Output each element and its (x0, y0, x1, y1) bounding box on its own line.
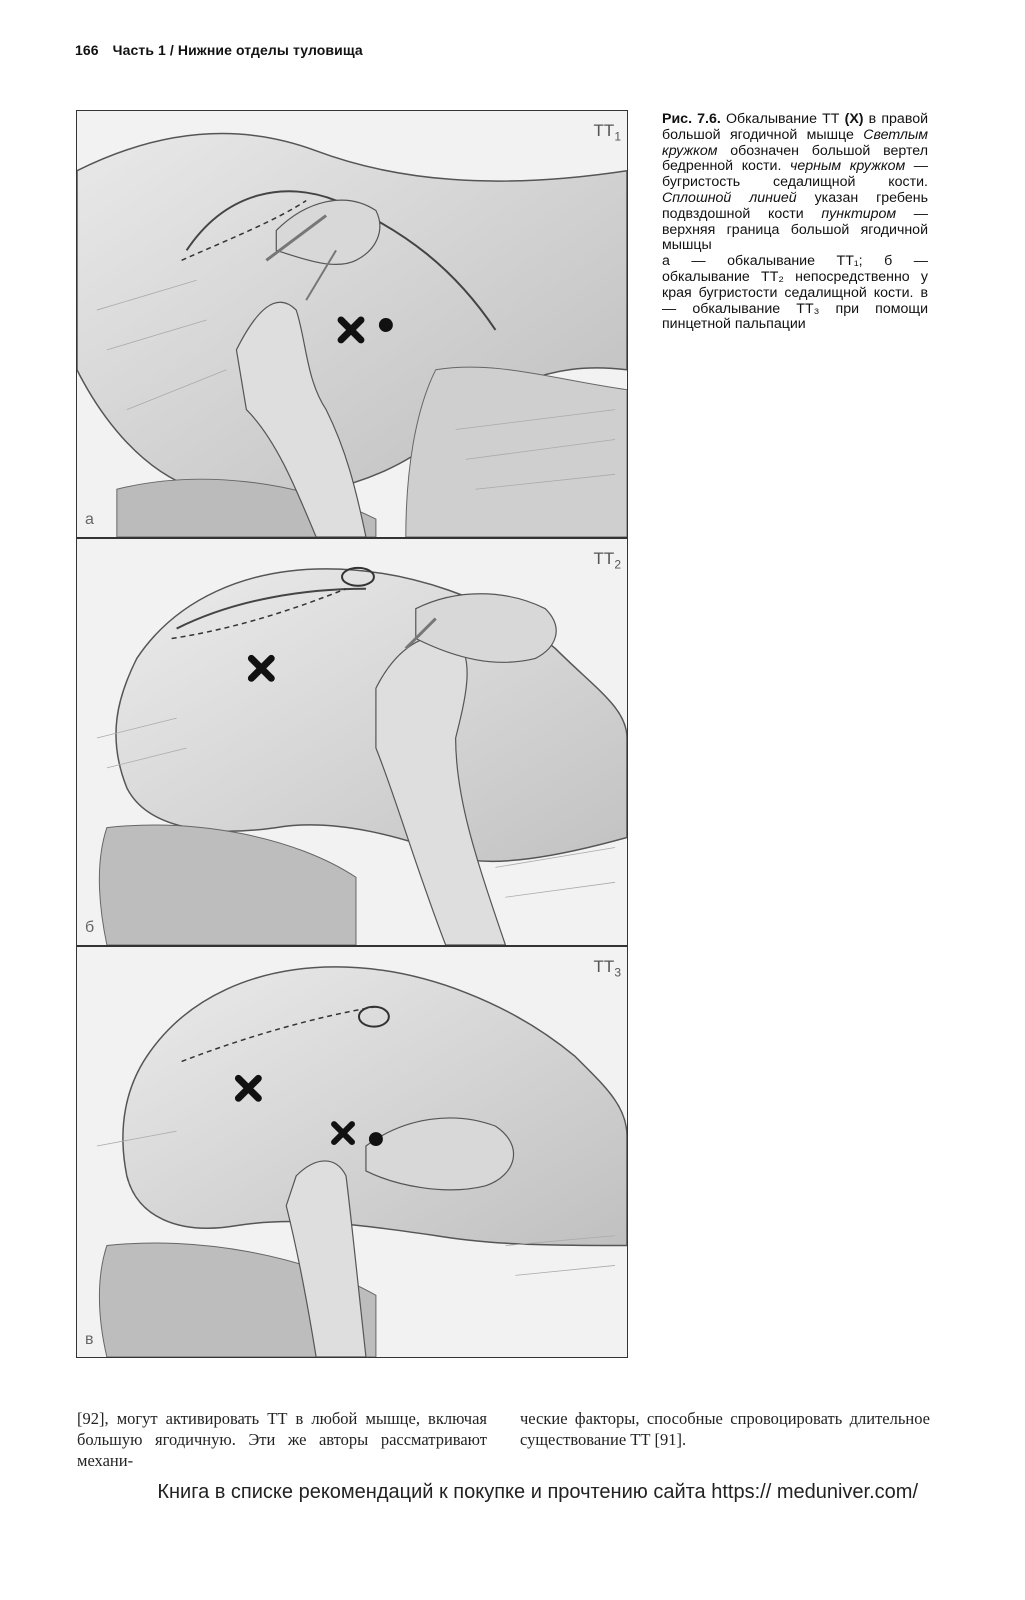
figure-panel-c (76, 946, 628, 1358)
section-title: Часть 1 / Нижние отделы туловища (112, 42, 363, 58)
illustration-panel-c (77, 947, 627, 1357)
panel-letter: а (85, 511, 94, 528)
figure-7-6 (76, 110, 628, 1358)
watermark-footer: Книга в списке рекомендаций к покупке и прочтению сайта https:// meduniver.com/ (157, 1481, 918, 1503)
illustration-panel-a (77, 111, 627, 537)
body-column-1: [92], могут активировать ТТ в любой мышце, включая большую ягодичную. Эти же авторы рассматривают механи- (77, 1409, 487, 1470)
figure-panel-b (76, 538, 628, 946)
figure-caption: Рис. 7.6. Обкалывание ТТ (X) в правой большой ягодичной мышце Светлым кружком обозначен большой вертел бедренной кости. черным кружком — бугристость седалищной кости. Сплошной линией указан гребень подвздошной кости пунктиром — верхняя граница большой ягодичной мышцы а — обкалывание ТТ₁; б — обкалывание ТТ₂ непосредственно у края бугристости седалищной кости. в — обкалывание ТТ₃ при помощи пинцетной пальпации (662, 111, 929, 333)
body-column-2: ческие факторы, способные спровоцировать длительное существование ТТ [91]. (520, 1409, 930, 1449)
figure-panel-a (76, 110, 628, 538)
trigger-point-label: $ТТ_2$ (593, 549, 621, 572)
caption-legend: а — обкалывание ТТ₁; б — обкалывание ТТ₂ непосредственно у края бугристости седалищной кости. в — обкалывание ТТ₃ при помощи пинцетной пальпации (662, 253, 928, 333)
panel-letter: в (85, 1331, 94, 1348)
page-number: 166 (75, 42, 99, 58)
illustration-panel-b (77, 539, 627, 945)
panel-letter: б (85, 919, 95, 936)
figure-label: Рис. 7.6. (662, 111, 721, 127)
running-header (75, 42, 363, 58)
trigger-point-label: $ТТ_3$ (593, 957, 621, 980)
trigger-point-label: $ТТ_1$ (593, 121, 621, 144)
